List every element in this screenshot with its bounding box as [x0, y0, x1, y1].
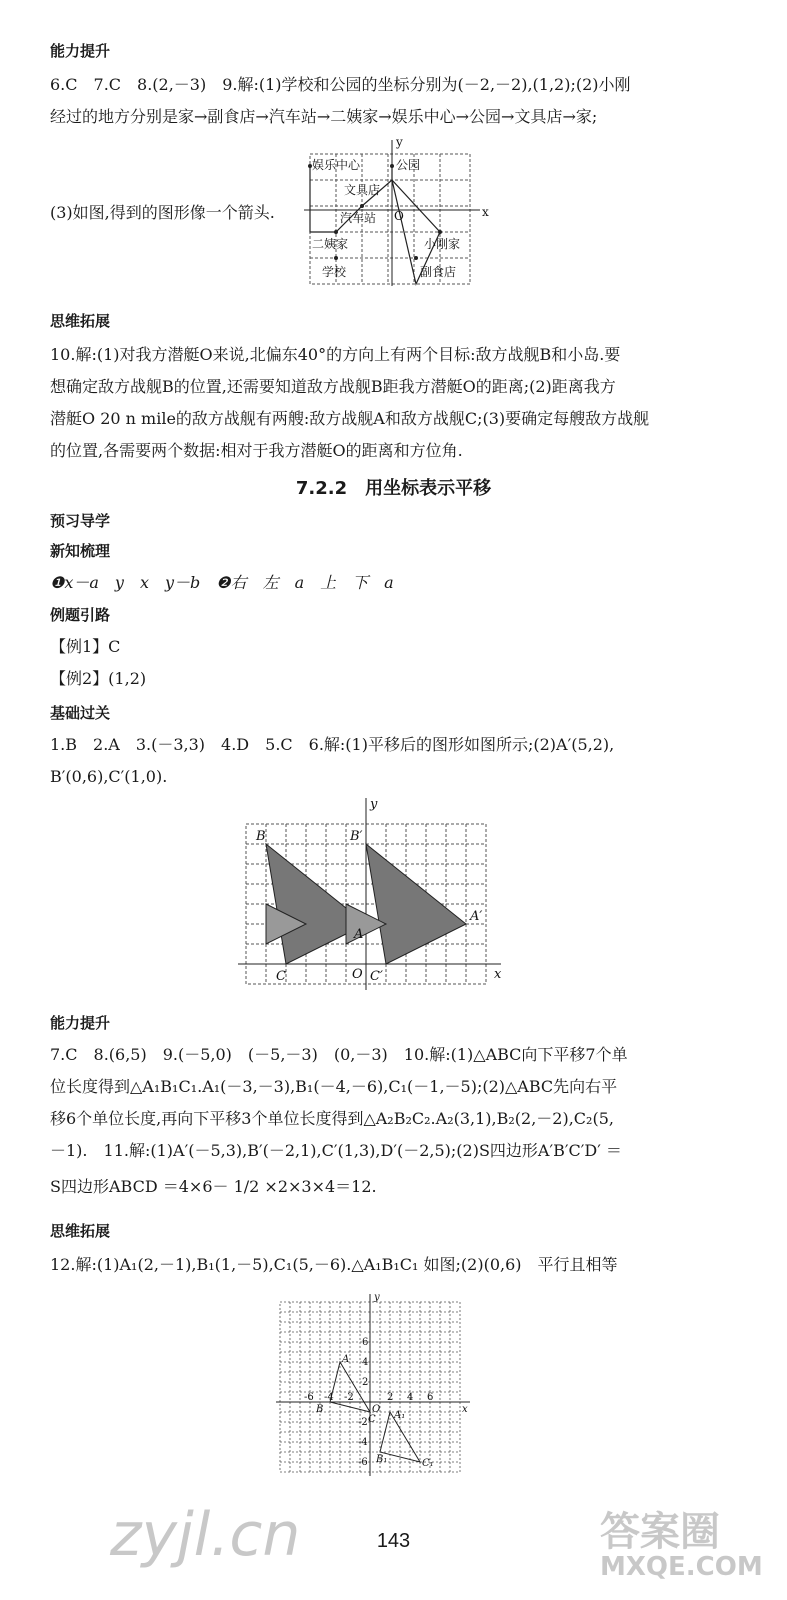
answer-line: －1). 11.解:(1)A′(－5,3),B′(－2,1),C′(1,3),D′(－2,5);(2)S四边形A′B′C′D′ ＝ — [50, 1141, 622, 1160]
heading-examples: 例题引路 — [50, 606, 111, 624]
fig1-label: y — [370, 797, 378, 812]
heading-knowledge: 新知梳理 — [50, 542, 111, 560]
answer-line: 1.B 2.A 3.(－3,3) 4.D 5.C 6.解:(1)平移后的图形如图所示;(2)A′(5,2), — [50, 735, 615, 754]
map-label: 娱乐中心 — [312, 158, 361, 172]
fig1-label: A — [354, 927, 364, 942]
fig2-label: C₁ — [422, 1458, 434, 1469]
fig2-tick: -2 — [358, 1417, 368, 1428]
answer-line: 经过的地方分别是家→副食店→汽车站→二姨家→娱乐中心→公园→文具店→家; — [50, 107, 598, 126]
fig2-tick: -4 — [324, 1392, 334, 1403]
fig2-tick: 2 — [387, 1392, 394, 1403]
fig2-tick: 2 — [362, 1377, 369, 1388]
map-label: 汽车站 — [340, 211, 377, 225]
fig1-label: O — [352, 967, 363, 982]
fig2-tick: 4 — [407, 1392, 414, 1403]
fig2-tick: -6 — [304, 1392, 314, 1403]
answer-line: 10.解:(1)对我方潜艇O来说,北偏东40°的方向上有两个目标:敌方战舰B和小岛.要 — [50, 345, 621, 364]
fig1-label: B — [256, 829, 266, 844]
map-label: 公园 — [396, 158, 421, 172]
map-label: 二姨家 — [312, 237, 349, 251]
answer-line: 移6个单位长度,再向下平移3个单位长度得到△A₂B₂C₂.A₂(3,1),B₂(2,－2),C₂(5, — [50, 1109, 614, 1128]
fig2-tick: -2 — [344, 1392, 354, 1403]
map-figure — [300, 136, 500, 291]
map-label: 文具店 — [344, 183, 381, 197]
answer-line: 想确定敌方战舰B的位置,还需要知道敌方战舰B距我方潜艇O的距离;(2)距离我方 — [50, 377, 616, 396]
fig2-label: C — [368, 1414, 376, 1425]
translation-figure-2 — [276, 1290, 476, 1480]
watermark-mxqe: MXQE.COM — [600, 1552, 763, 1582]
answer-line: 的位置,各需要两个数据:相对于我方潜艇O的距离和方位角. — [50, 441, 463, 460]
section-title: 7.2.2 用坐标表示平移 — [295, 478, 492, 499]
answer-line: 潜艇O 20 n mile的敌方战舰有两艘:敌方战舰A和敌方战舰C;(3)要确定每艘敌方战舰 — [50, 409, 650, 428]
watermark-zyjl: zyjl.cn — [110, 1500, 301, 1570]
fig2-label: x — [462, 1404, 468, 1415]
fig2-label: A₁ — [394, 1410, 406, 1421]
fig1-label: A′ — [470, 909, 483, 924]
map-label: x — [482, 205, 489, 219]
watermark-answer-circle: 答案圈 — [600, 1509, 720, 1555]
heading-ability-2: 能力提升 — [50, 1014, 111, 1032]
example-2: 【例2】(1,2) — [50, 669, 147, 688]
answer-line: 6.C 7.C 8.(2,－3) 9.解:(1)学校和公园的坐标分别为(－2,－2),(1,2);(2)小刚 — [50, 75, 631, 94]
map-label: 学校 — [322, 265, 347, 279]
answer-line: 位长度得到△A₁B₁C₁.A₁(－3,－3),B₁(－4,－6),C₁(－1,－5);(2)△ABC先向右平 — [50, 1077, 618, 1096]
fig2-tick: 6 — [427, 1392, 434, 1403]
fig2-tick: -4 — [358, 1437, 368, 1448]
answer-line: (3)如图,得到的图形像一个箭头. — [50, 203, 275, 222]
heading-ability-1: 能力提升 — [50, 42, 111, 60]
page-number: 143 — [376, 1530, 411, 1552]
fig1-label: B′ — [350, 829, 363, 844]
map-label: 小刚家 — [424, 237, 461, 251]
answer-line: 7.C 8.(6,5) 9.(－5,0) (－5,－3) (0,－3) 10.解:(1)△ABC向下平移7个单 — [50, 1045, 628, 1064]
heading-thinking-1: 思维拓展 — [50, 312, 111, 330]
answer-line: 12.解:(1)A₁(2,－1),B₁(1,－5),C₁(5,－6).△A₁B₁C₁ 如图;(2)(0,6) 平行且相等 — [50, 1255, 618, 1274]
heading-preview: 预习导学 — [50, 512, 111, 530]
knowledge-line: ❶x－a y x y－b ❷右 左 a 上 下 a — [50, 573, 394, 592]
translation-figure-1 — [236, 794, 516, 994]
fig2-tick: 4 — [362, 1357, 369, 1368]
fig2-tick: -6 — [358, 1457, 368, 1468]
map-label: 副食店 — [420, 265, 457, 279]
fig2-label: O — [372, 1404, 381, 1415]
map-label: y — [396, 136, 403, 149]
fig1-label: C — [276, 969, 286, 984]
fig1-label: x — [494, 967, 502, 982]
example-1: 【例1】C — [50, 637, 121, 656]
answer-line: S四边形ABCD ＝4×6－ 1/2 ×2×3×4＝12. — [50, 1177, 377, 1196]
heading-thinking-2: 思维拓展 — [50, 1222, 111, 1240]
fig1-label: C′ — [370, 969, 383, 984]
answer-line: B′(0,6),C′(1,0). — [50, 767, 168, 786]
fig2-label: y — [374, 1292, 380, 1303]
fig2-tick: 6 — [362, 1337, 369, 1348]
fig2-label: A — [342, 1354, 350, 1365]
fig2-label: B — [316, 1404, 324, 1415]
heading-basic: 基础过关 — [50, 704, 111, 722]
map-label: O — [394, 209, 404, 223]
fig2-label: B₁ — [376, 1454, 388, 1465]
